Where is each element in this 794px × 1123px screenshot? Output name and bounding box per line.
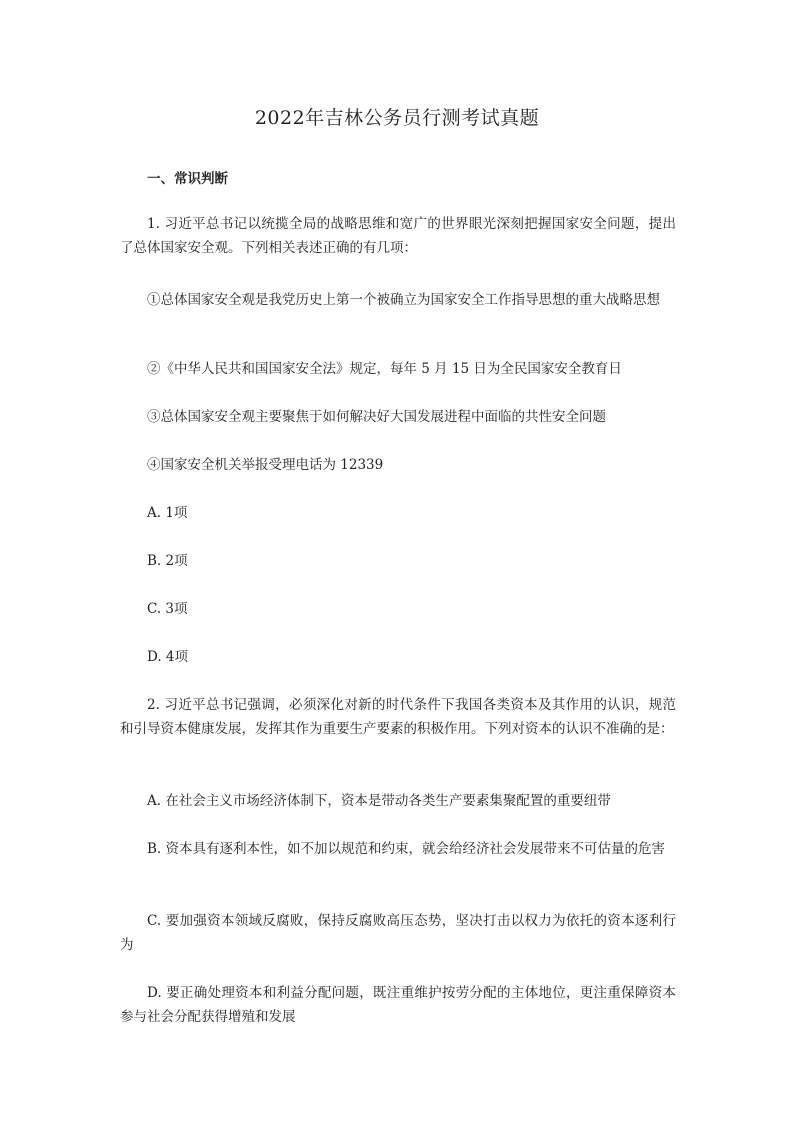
- question-1-option-b: B. 2项: [147, 553, 188, 569]
- question-1-option-a: A. 1项: [147, 505, 188, 521]
- question-1-statement-2: ②《中华人民共和国国家安全法》规定，每年 5 月 15 日为全民国家安全教育日: [147, 361, 622, 377]
- section-heading: 一、常识判断: [147, 171, 228, 187]
- question-1-statement-1: ①总体国家安全观是我党历史上第一个被确立为国家安全工作指导思想的重大战略思想: [147, 292, 660, 308]
- question-2-option-a: A. 在社会主义市场经济体制下，资本是带动各类生产要素集聚配置的重要纽带: [147, 793, 611, 809]
- question-2-option-c: C. 要加强资本领域反腐败，保持反腐败高压态势，坚决打击以权力为依托的资本逐利行为: [120, 913, 676, 953]
- question-2-option-d: D. 要正确处理资本和利益分配问题，既注重维护按劳分配的主体地位，更注重保障资本参与社会分配获得增殖和发展: [120, 985, 676, 1025]
- question-1-stem: 1. 习近平总书记以统揽全局的战略思维和宽广的世界眼光深刻把握国家安全问题，提出了总体国家安全观。下列相关表述正确的有几项：: [120, 216, 676, 256]
- question-1-option-c: C. 3项: [147, 601, 188, 617]
- question-1-option-d: D. 4项: [147, 649, 189, 665]
- page-title: 2022年吉林公务员行测考试真题: [254, 107, 540, 129]
- question-1-statement-4: ④国家安全机关举报受理电话为 12339: [147, 457, 384, 473]
- question-1-statement-3: ③总体国家安全观主要聚焦于如何解决好大国发展进程中面临的共性安全问题: [147, 409, 606, 425]
- question-2-stem: 2. 习近平总书记强调，必须深化对新的时代条件下我国各类资本及其作用的认识，规范和引导资本健康发展，发挥其作为重要生产要素的积极作用。下列对资本的认识不准确的是：: [120, 697, 676, 737]
- question-2-option-b: B. 资本具有逐利本性，如不加以规范和约束，就会给经济社会发展带来不可估量的危害: [147, 841, 666, 857]
